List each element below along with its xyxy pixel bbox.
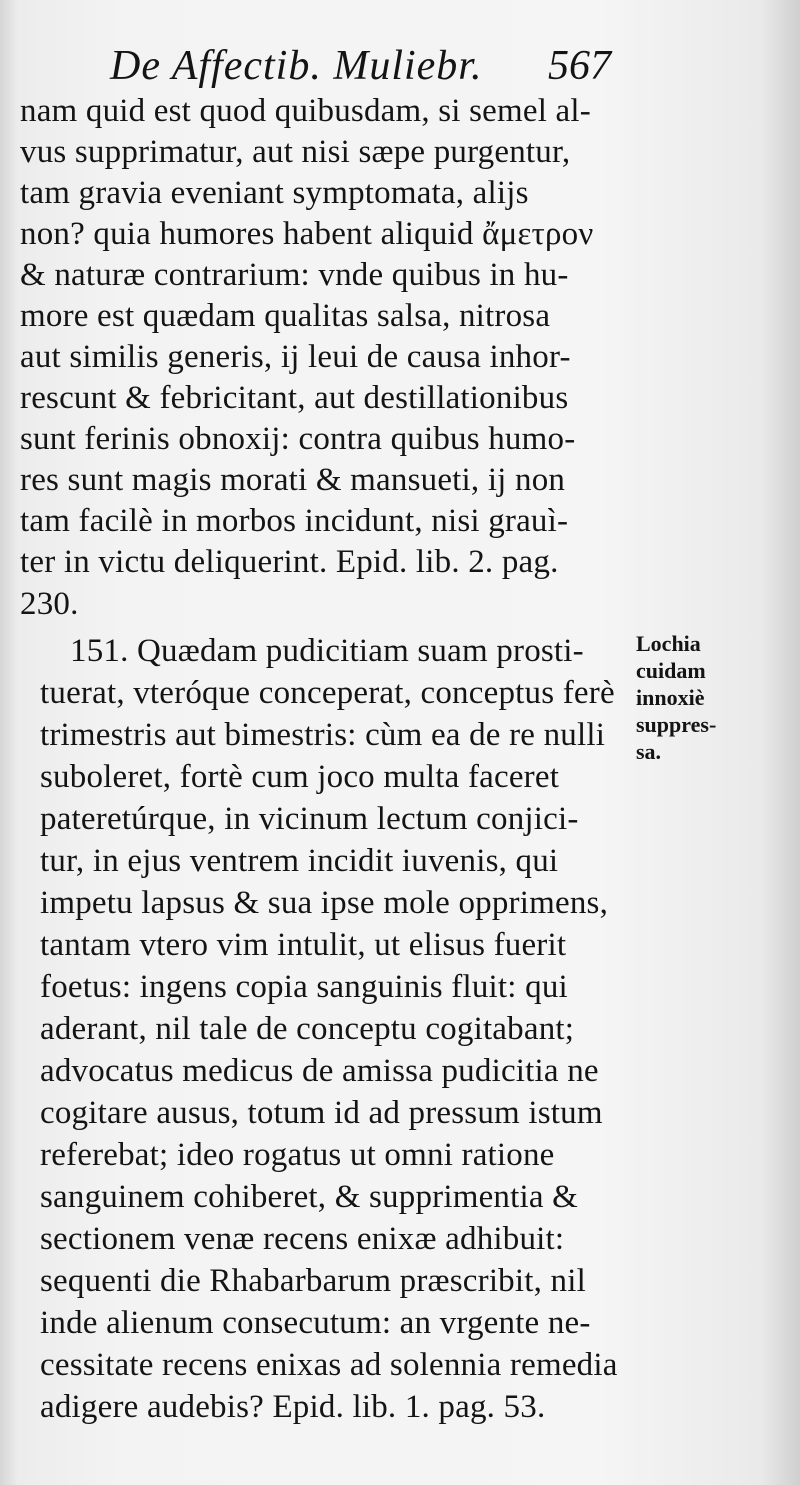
text-line: ter in victu deliquerint. Epid. lib. 2. pag. (20, 544, 559, 580)
margin-note (636, 630, 796, 765)
text-line: sectionem venæ recens enixæ adhibuit: (40, 1221, 565, 1257)
text-line: nam quid est quod quibusdam, si semel al- (20, 93, 591, 129)
margin-note-line: cuidam (636, 658, 706, 683)
text-line: aut similis generis, ij leui de causa inhor- (20, 339, 571, 375)
text-line: pateretúrque, in vicinum lectum conjici- (40, 801, 579, 837)
text-line: suboleret, fortè cum joco multa faceret (40, 759, 560, 795)
margin-note-line: suppres- (636, 712, 717, 737)
text-line: trimestris aut bimestris: cùm ea de re nulli (40, 717, 606, 753)
text-line: 230. (20, 586, 79, 622)
text-line: tam gravia eveniant symptomata, alijs (20, 175, 529, 211)
text-line: cogitare ausus, totum id ad pressum istum (40, 1095, 603, 1131)
text-line: & naturæ contrarium: vnde quibus in hu- (20, 257, 569, 293)
text-line: foetus: ingens copia sanguinis fluit: qui (40, 969, 568, 1005)
text-line: tantam vtero vim intulit, ut elisus fuerit (40, 927, 567, 963)
text-line: sunt ferinis obnoxij: contra quibus humo- (20, 421, 576, 457)
margin-note-line: Lochia (636, 631, 701, 656)
text-line: tur, in ejus ventrem incidit iuvenis, qui (40, 843, 559, 879)
text-line: advocatus medicus de amissa pudicitia ne (40, 1053, 599, 1089)
running-title: De Affectib. Muliebr. (110, 43, 483, 89)
text-line: aderant, nil tale de conceptu cogitabant; (40, 1011, 575, 1047)
text-line: rescunt & febricitant, aut destillationibus (20, 380, 569, 416)
text-line: impetu lapsus & sua ipse mole opprimens, (40, 885, 609, 921)
text-line: adigere audebis? Epid. lib. 1. pag. 53. (40, 1389, 546, 1425)
text-line: res sunt magis morati & mansueti, ij non (20, 462, 566, 498)
text-line: tam facilè in morbos incidunt, nisi grauì- (20, 503, 569, 539)
paragraph-start-line: 151. Quædam pudicitiam suam prosti- (70, 633, 584, 669)
margin-note-line: sa. (636, 739, 662, 764)
text-line: referebat; ideo rogatus ut omni ratione (40, 1137, 555, 1173)
margin-note-line: innoxiè (636, 685, 705, 710)
page-header (0, 36, 800, 96)
text-line: sequenti die Rhabarbarum præscribit, nil (40, 1263, 586, 1299)
text-line: inde alienum consecutum: an vrgente ne- (40, 1305, 591, 1341)
text-line: sanguinem cohiberet, & supprimentia & (40, 1179, 579, 1215)
text-line: cessitate recens enixas ad solennia remedia (40, 1347, 618, 1383)
text-line: more est quædam qualitas salsa, nitrosa (20, 298, 551, 334)
text-line: tuerat, vteróque conceperat, conceptus ferè (40, 675, 615, 711)
text-line: vus supprimatur, aut nisi sæpe purgentur, (20, 134, 571, 170)
text-line: non? quia humores habent aliquid ἄμετρον (20, 216, 594, 252)
page-number: 567 (548, 43, 611, 89)
